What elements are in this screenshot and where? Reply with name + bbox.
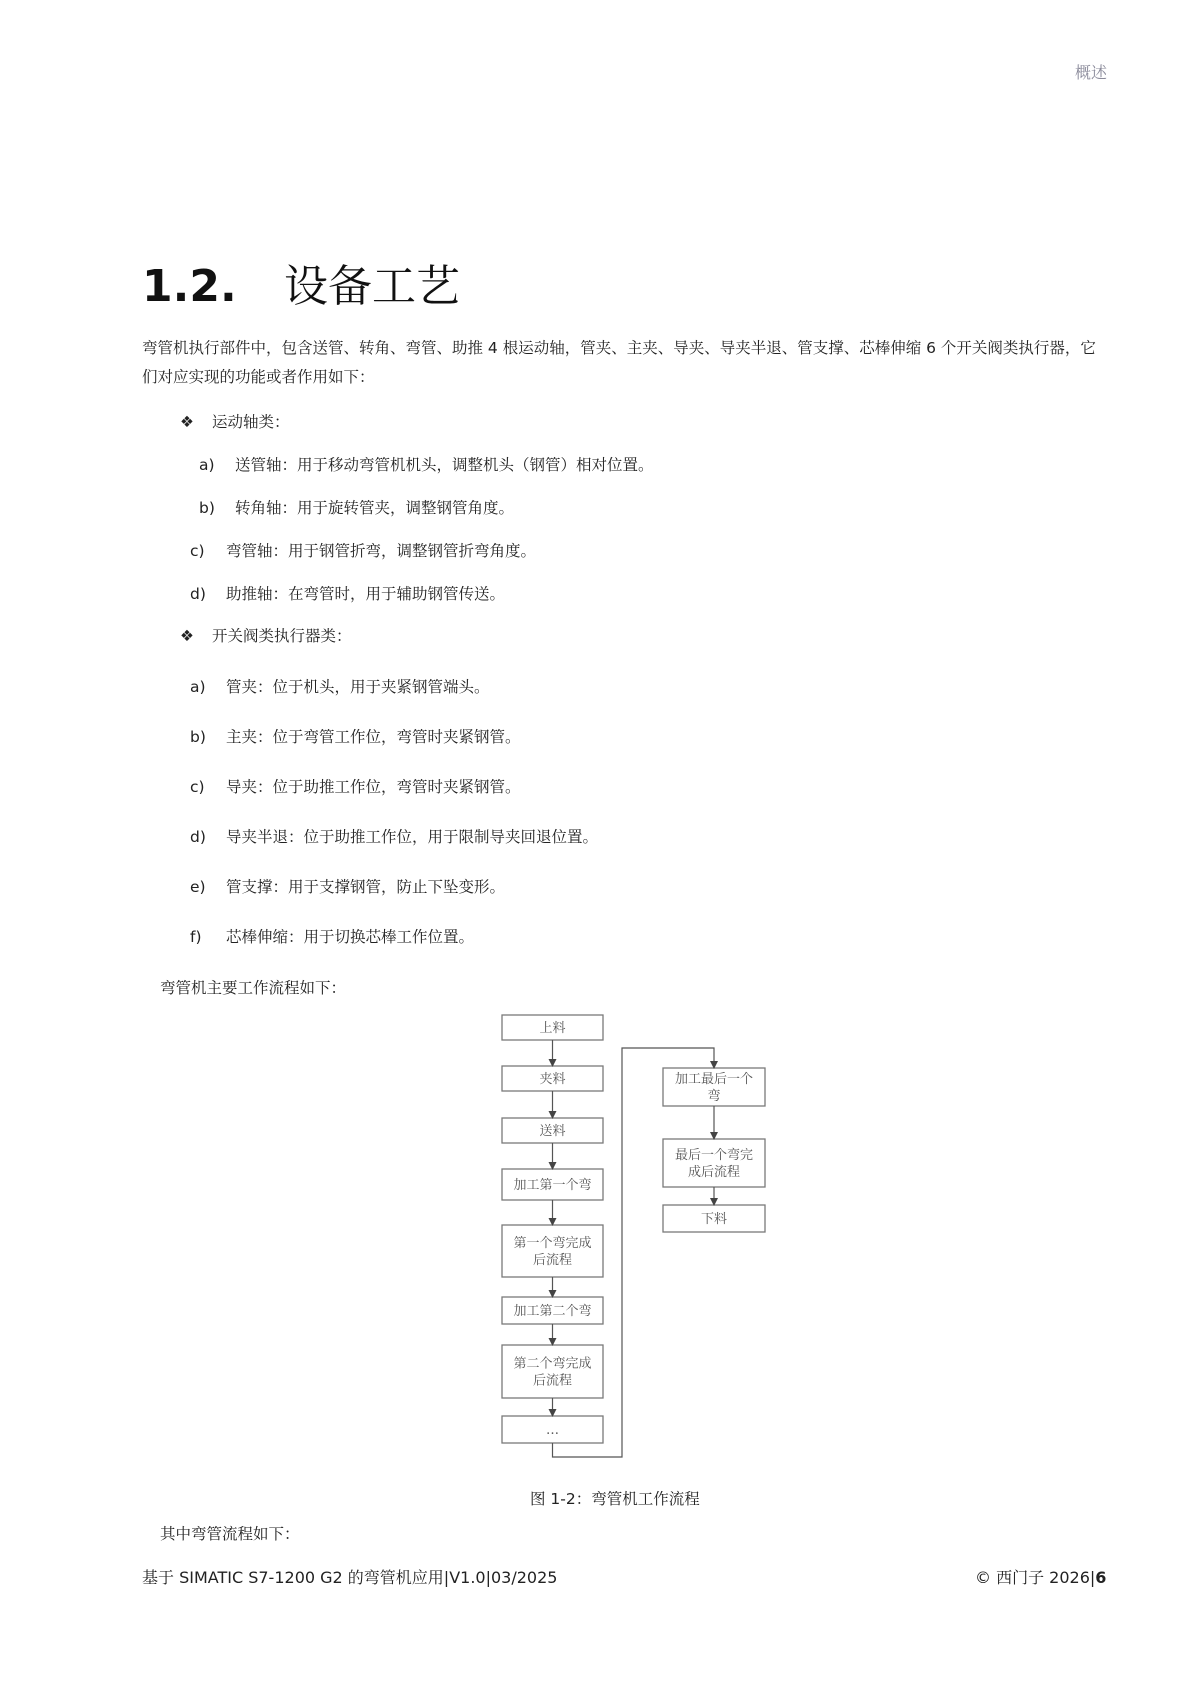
list-text: 管夹：位于机头，用于夹紧钢管端头。 — [226, 678, 490, 696]
list-text: 导夹：位于助推工作位，弯管时夹紧钢管。 — [226, 778, 521, 796]
flowchart-box-label: 下料 — [700, 1212, 728, 1227]
flowchart-box-label: 加工第二个弯 — [513, 1304, 592, 1319]
list-letter: b) — [199, 499, 215, 517]
diamond-bullet-icon: ❖ — [180, 413, 194, 431]
flowchart-box-label: 夹料 — [539, 1072, 566, 1087]
bend-flow-intro: 其中弯管流程如下： — [160, 1525, 300, 1543]
list-letter: d) — [190, 585, 206, 603]
flow-intro: 弯管机主要工作流程如下： — [160, 979, 347, 997]
list-letter: c) — [190, 542, 205, 560]
intro-paragraph: 弯管机执行部件中，包含送管、转角、弯管、助推 4 根运动轴，管夹、主夹、导夹、导夹半退、管支撑、芯棒伸缩 6 个开关阀类执行器，它们对应实现的功能或者作用如下： — [142, 339, 1096, 386]
copyright-text: © 西门子 2026| — [975, 1568, 1096, 1587]
list-text: 管支撑：用于支撑钢管，防止下坠变形。 — [226, 878, 506, 896]
list-letter: b) — [190, 728, 206, 746]
flowchart-box-label: 加工最后一个 — [674, 1072, 754, 1087]
list-text: 送管轴：用于移动弯管机机头，调整机头（钢管）相对位置。 — [235, 456, 654, 474]
figure-caption: 图 1-2：弯管机工作流程 — [530, 1490, 700, 1508]
flowchart-left-column — [502, 1015, 603, 1443]
list-letter: a) — [190, 678, 206, 696]
header-section-label: 概述 — [1075, 63, 1108, 82]
list-text: 转角轴：用于旋转管夹，调整钢管角度。 — [235, 499, 515, 517]
group-title: 开关阀类执行器类： — [212, 627, 352, 645]
list-text: 芯棒伸缩：用于切换芯棒工作位置。 — [226, 928, 475, 946]
flowchart-box-label: 第二个弯完成 — [513, 1356, 592, 1372]
flowchart-box-label: 加工第一个弯 — [513, 1178, 592, 1193]
footer-copyright — [975, 1565, 1106, 1588]
list-text: 导夹半退：位于助推工作位，用于限制导夹回退位置。 — [226, 828, 599, 846]
flowchart-box-label: 第一个弯完成 — [513, 1236, 592, 1251]
list-text: 弯管轴：用于钢管折弯，调整钢管折弯角度。 — [226, 542, 537, 560]
footer-document-info: 基于 SIMATIC S7-1200 G2 的弯管机应用|V1.0|03/2025 — [142, 1568, 558, 1587]
list-letter: f) — [190, 928, 202, 946]
flowchart-box-left-7 — [502, 1345, 603, 1398]
page-number: 6 — [1095, 1568, 1107, 1587]
section-title: 设备工艺 — [284, 261, 460, 312]
group-title: 运动轴类： — [212, 413, 290, 431]
flowchart-box-label: 后流程 — [532, 1373, 573, 1389]
diamond-bullet-icon: ❖ — [180, 627, 194, 645]
list-letter: a) — [199, 456, 215, 474]
flowchart-box-label: 上料 — [539, 1021, 566, 1036]
flowchart-box-label: 最后一个弯完 — [674, 1148, 754, 1163]
list-letter: d) — [190, 828, 206, 846]
list-letter: c) — [190, 778, 205, 796]
flowchart-box-label: … — [546, 1423, 559, 1438]
flowchart-box-label: 弯 — [707, 1089, 721, 1104]
list-text: 主夹：位于弯管工作位，弯管时夹紧钢管。 — [226, 728, 521, 746]
section-number: 1.2. — [142, 261, 237, 312]
flowchart-right-column — [663, 1068, 765, 1232]
list-text: 助推轴：在弯管时，用于辅助钢管传送。 — [226, 585, 506, 603]
flowchart-box-left-5 — [502, 1225, 603, 1277]
list-letter: e) — [190, 878, 206, 896]
flowchart-box-label: 成后流程 — [687, 1165, 741, 1180]
flowchart-box-label: 送料 — [539, 1124, 566, 1139]
flowchart-box-label: 后流程 — [532, 1253, 573, 1268]
